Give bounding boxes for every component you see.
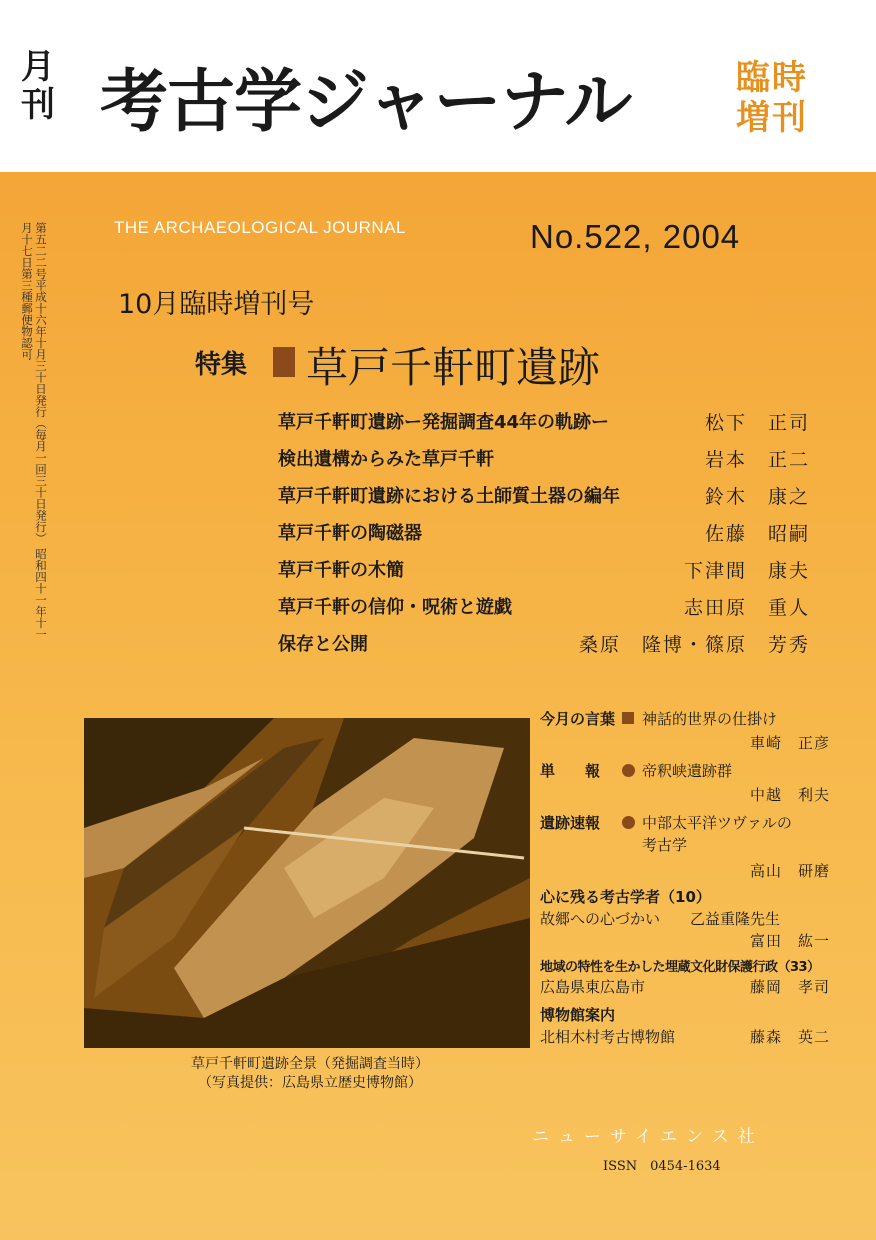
toc-item-author: 松下 正司 bbox=[704, 412, 810, 434]
magazine-title: 考古学ジャーナル bbox=[100, 63, 632, 142]
news-label: 遺跡速報 bbox=[540, 814, 601, 832]
toc-item-title: 草戸千軒の陶磁器 bbox=[278, 523, 422, 544]
words-author: 車崎 正彦 bbox=[749, 734, 830, 752]
news-author: 高山 研磨 bbox=[749, 862, 830, 880]
toc-item-title: 保存と公開 bbox=[278, 634, 368, 655]
photo-caption: 草戸千軒町遺跡全景（発掘調査当時） （写真提供：広島県立歴史博物館） bbox=[191, 1056, 429, 1091]
report-title: 帝釈峡遺跡群 bbox=[642, 762, 733, 780]
museum-label: 博物館案内 bbox=[540, 1006, 616, 1024]
memorable-title: 故郷への心づかい bbox=[540, 910, 661, 928]
toc-item-title: 草戸千軒の木簡 bbox=[278, 560, 404, 581]
museum-title: 北相木村考古博物館 bbox=[540, 1028, 676, 1046]
report-author: 中越 利夫 bbox=[749, 786, 830, 804]
toc-item-title: 草戸千軒町遺跡ー発掘調査44年の軌跡ー bbox=[278, 412, 610, 433]
news-title-line-2: 考古学 bbox=[642, 836, 688, 854]
words-marker-icon bbox=[622, 712, 634, 724]
toc-item bbox=[278, 624, 818, 661]
news-title-line-1: 中部太平洋ツヴァルの bbox=[642, 814, 792, 832]
admin-label: 地域の特性を生かした埋蔵文化財保護行政（33） bbox=[540, 960, 820, 975]
english-title: THE ARCHAEOLOGICAL JOURNAL bbox=[114, 218, 406, 237]
report-marker-icon bbox=[622, 764, 635, 777]
toc-item bbox=[278, 513, 818, 550]
toc-item-author: 下津間 康夫 bbox=[683, 560, 810, 582]
extra-edition-label: 臨時 増刊 bbox=[736, 58, 808, 138]
table-of-contents bbox=[278, 402, 818, 661]
toc-item-author: 佐藤 昭嗣 bbox=[704, 523, 810, 545]
postal-notice: 第五二二号平成十六年十月三十日発行（毎月一回三十日発行） 昭和四十一年十一月十七日第三種郵便物認可 bbox=[20, 222, 48, 640]
words-label: 今月の言葉 bbox=[540, 710, 616, 728]
toc-item bbox=[278, 587, 818, 624]
report-label: 単 報 bbox=[540, 762, 601, 780]
feature-title: 草戸千軒町遺跡 bbox=[306, 343, 601, 392]
toc-item-author: 鈴木 康之 bbox=[704, 486, 810, 508]
special-issue-label: 10月臨時増刊号 bbox=[118, 289, 315, 320]
toc-item-title: 検出遺構からみた草戸千軒 bbox=[278, 449, 494, 470]
toc-item bbox=[278, 402, 818, 439]
aerial-photo-illustration bbox=[84, 718, 530, 1048]
issue-number: No.522, 2004 bbox=[530, 218, 741, 255]
toc-item-author: 岩本 正二 bbox=[704, 449, 810, 471]
feature-marker-icon bbox=[273, 347, 295, 377]
monthly-label: 月 刊 bbox=[21, 47, 55, 125]
publisher-name: ニューサイエンス社 bbox=[532, 1127, 764, 1147]
toc-item bbox=[278, 550, 818, 587]
news-marker-icon bbox=[622, 816, 635, 829]
toc-item-author: 志田原 重人 bbox=[683, 597, 810, 619]
memorable-author: 富田 紘一 bbox=[749, 932, 830, 950]
admin-title: 広島県東広島市 bbox=[540, 978, 646, 996]
site-aerial-photo bbox=[84, 718, 530, 1048]
admin-author: 藤岡 孝司 bbox=[749, 978, 830, 996]
memorable-label: 心に残る考古学者（10） bbox=[540, 888, 711, 906]
issn-number: ISSN 0454-1634 bbox=[603, 1159, 721, 1174]
memorable-subject: 乙益重隆先生 bbox=[690, 910, 781, 928]
toc-item bbox=[278, 439, 818, 476]
masthead bbox=[0, 0, 876, 172]
feature-label: 特集 bbox=[195, 350, 248, 380]
toc-item bbox=[278, 476, 818, 513]
words-title: 神話的世界の仕掛け bbox=[642, 710, 778, 728]
museum-author: 藤森 英二 bbox=[749, 1028, 830, 1046]
toc-item-title: 草戸千軒町遺跡における土師質土器の編年 bbox=[278, 486, 620, 507]
toc-item-author: 桑原 隆博・篠原 芳秀 bbox=[578, 634, 810, 656]
toc-item-title: 草戸千軒の信仰・呪術と遊戯 bbox=[278, 597, 512, 618]
